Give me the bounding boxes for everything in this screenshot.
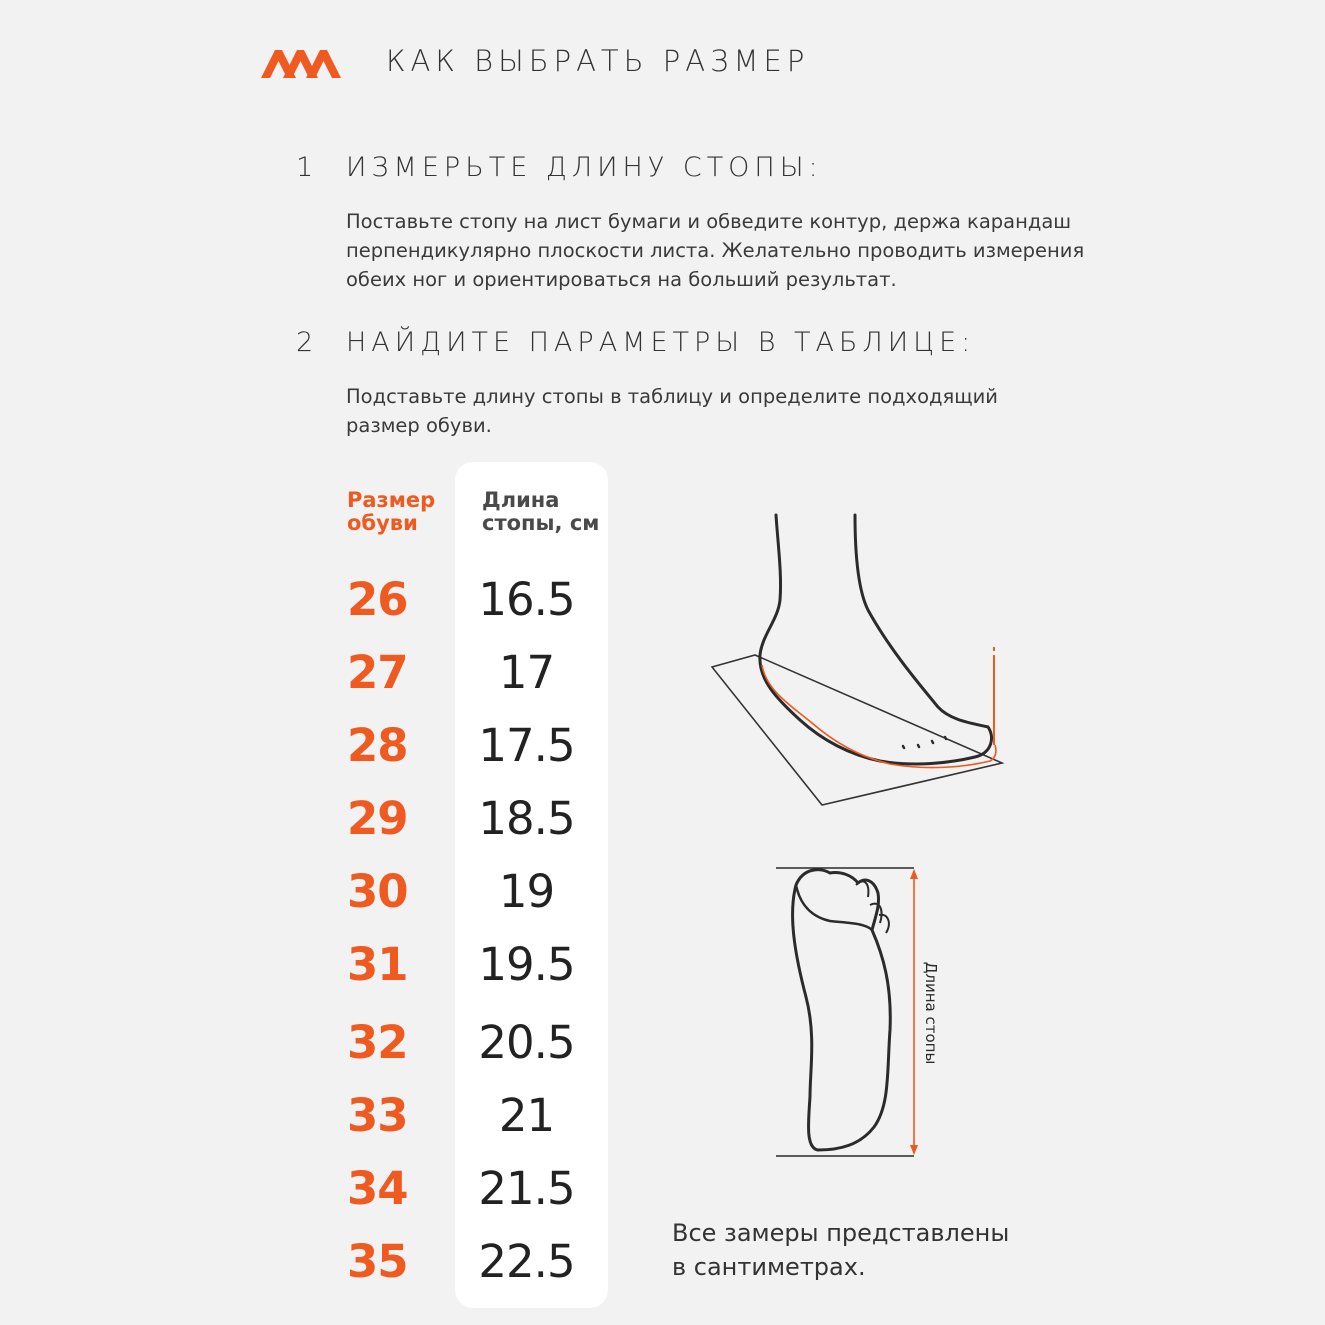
size-value: 35: [347, 1235, 408, 1288]
step-2-title: НАЙДИТЕ ПАРАМЕТРЫ В ТАБЛИЦЕ:: [346, 327, 976, 358]
paper-sheet-icon: [712, 655, 1002, 805]
size-value: 33: [347, 1089, 408, 1142]
step-2-desc-line: Подставьте длину стопы в таблицу и определите подходящий: [346, 385, 998, 408]
brand-logo: [261, 46, 349, 78]
length-value: 22.5: [478, 1235, 575, 1288]
length-value: 20.5: [478, 1016, 575, 1069]
step-2-description: [346, 382, 1106, 440]
size-header-line: обуви: [347, 511, 418, 535]
sole-measure-lines-icon: [776, 868, 914, 1156]
length-column-header: [482, 489, 599, 535]
length-value: 17: [498, 646, 555, 699]
size-value: 31: [347, 938, 408, 991]
length-header-line: Длина: [482, 488, 560, 512]
length-value: 16.5: [478, 573, 575, 626]
step-1-desc-line: перпендикулярно плоскости листа. Желательно проводить измерения: [346, 239, 1085, 262]
step-2-desc-line: размер обуви.: [346, 414, 492, 437]
step-1-title: ИЗМЕРЬТЕ ДЛИНУ СТОПЫ:: [346, 152, 823, 183]
step-1-description: [346, 207, 1106, 294]
size-value: 27: [347, 646, 408, 699]
footprint-icon: [793, 870, 891, 1150]
size-value: 34: [347, 1162, 408, 1215]
size-column-header: [347, 489, 435, 535]
sole-length-label: Длина стопы: [922, 961, 940, 1065]
step-2-number: 2: [296, 327, 314, 358]
size-value: 26: [347, 573, 408, 626]
step-1-desc-line: Поставьте стопу на лист бумаги и обведите контур, держа карандаш: [346, 210, 1072, 233]
length-value: 19: [498, 865, 555, 918]
size-value: 28: [347, 719, 408, 772]
length-arrow-icon: [910, 869, 918, 1155]
length-header-line: стопы, см: [482, 511, 600, 535]
size-value: 30: [347, 865, 408, 918]
side-foot-icon: [760, 515, 992, 764]
measurement-note: [672, 1216, 1009, 1284]
size-value: 32: [347, 1016, 408, 1069]
foot-measurement-illustration: [700, 505, 1020, 1165]
note-line: Все замеры представлены: [672, 1219, 1010, 1247]
step-1-desc-line: обеих ног и ориентироваться на больший результат.: [346, 268, 897, 291]
page-title: КАК ВЫБРАТЬ РАЗМЕР: [386, 44, 810, 78]
length-value: 19.5: [478, 938, 575, 991]
length-value: 18.5: [478, 792, 575, 845]
length-value: 21: [498, 1089, 555, 1142]
note-line: в сантиметрах.: [672, 1253, 866, 1281]
length-value: 21.5: [478, 1162, 575, 1215]
step-1-number: 1: [296, 152, 314, 183]
size-header-line: Размер: [347, 488, 436, 512]
size-value: 29: [347, 792, 408, 845]
length-value: 17.5: [478, 719, 575, 772]
